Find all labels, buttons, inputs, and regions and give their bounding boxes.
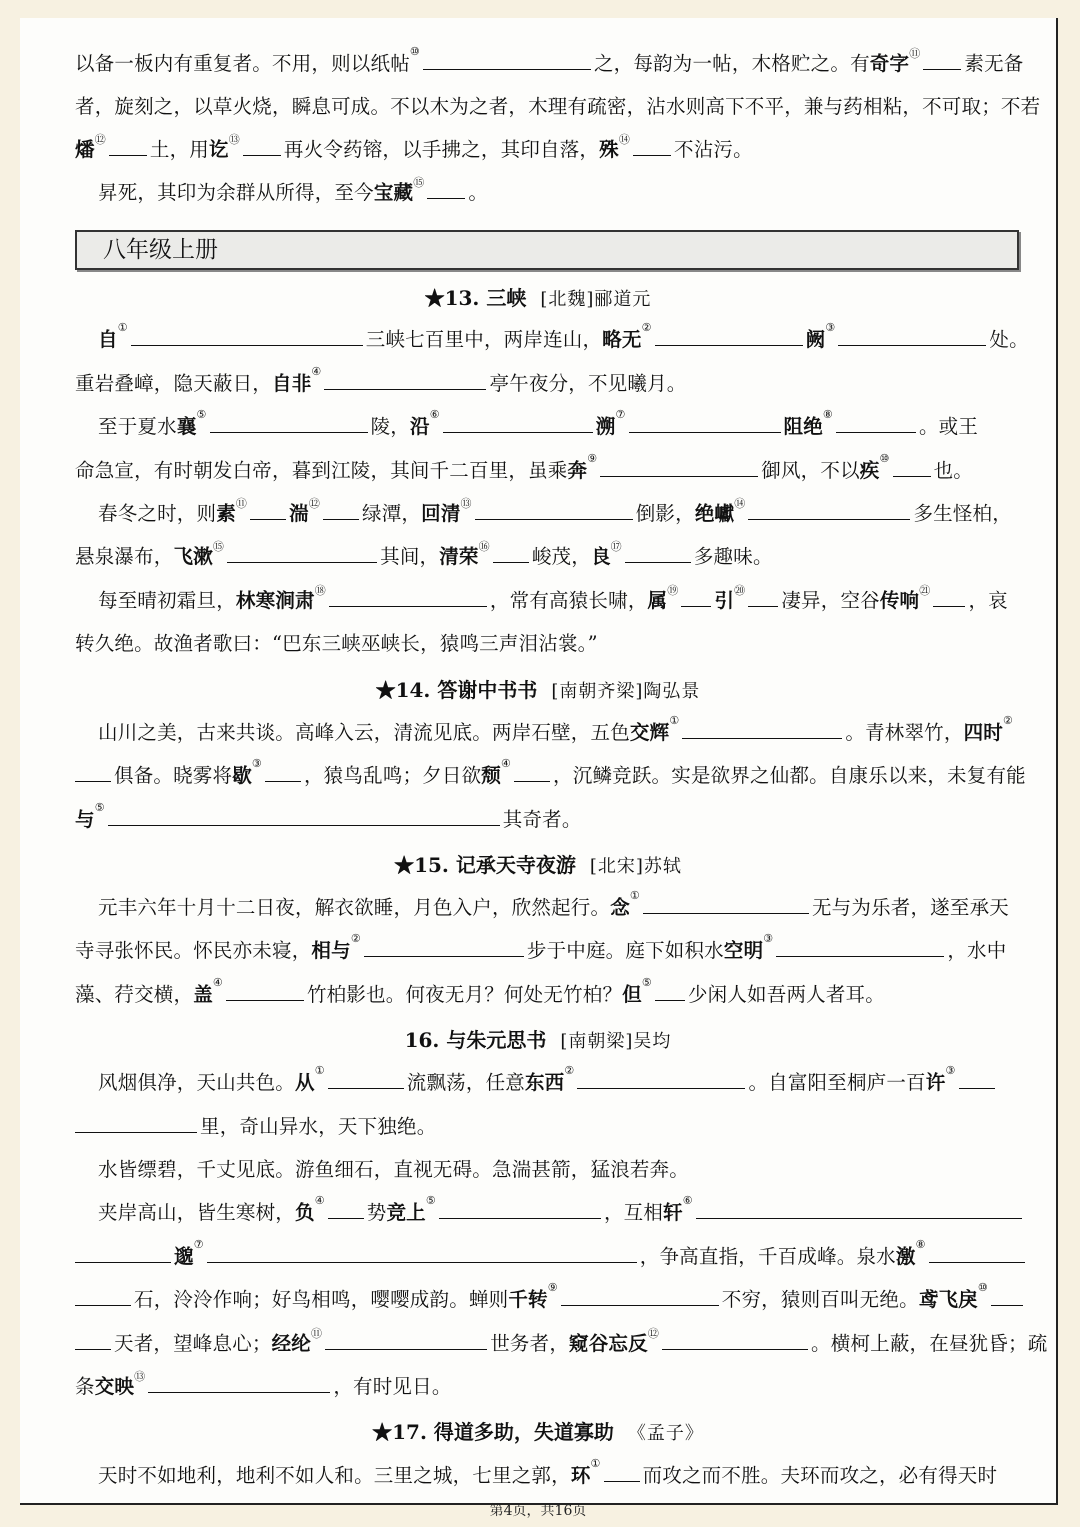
text-line: 自①三峡七百里中，两岸连山，略无②阙③处。 bbox=[98, 321, 1029, 351]
answer-blank[interactable] bbox=[226, 982, 304, 1001]
answer-blank[interactable] bbox=[323, 501, 359, 520]
answer-blank[interactable] bbox=[923, 51, 961, 70]
answer-blank[interactable] bbox=[329, 588, 487, 607]
answer-blank[interactable] bbox=[629, 414, 781, 433]
answer-blank[interactable] bbox=[443, 414, 593, 433]
answer-blank[interactable] bbox=[681, 588, 711, 607]
answer-blank[interactable] bbox=[328, 1200, 364, 1219]
text-line: 天者，望峰息心；经纶⑪ 世务者，窥谷忘反⑫ 。横柯上蔽，在昼犹昏；疏 bbox=[75, 1328, 1006, 1356]
answer-blank[interactable] bbox=[207, 1244, 637, 1263]
answer-blank[interactable] bbox=[682, 720, 842, 739]
answer-blank[interactable] bbox=[655, 982, 685, 1001]
answer-blank[interactable] bbox=[696, 1200, 1022, 1219]
text-line: 藻、荇交横，盖④竹柏影也。何夜无月？何处无竹柏？但⑤少闲人如吾两人者耳。 bbox=[75, 976, 885, 1006]
answer-blank[interactable] bbox=[265, 763, 301, 782]
text-line: 重岩叠嶂，隐天蔽日，自非④亭午夜分，不见曦月。 bbox=[75, 365, 687, 395]
text-line: 俱备。晓雾将歇③，猿鸟乱鸣；夕日欲颓④，沉鳞竞跃。实是欲界之仙都。自康乐以来，未复有能 bbox=[75, 760, 1006, 788]
answer-blank[interactable] bbox=[250, 501, 286, 520]
answer-blank[interactable] bbox=[423, 51, 591, 70]
answer-blank[interactable] bbox=[427, 180, 465, 199]
answer-blank[interactable] bbox=[748, 501, 910, 520]
text-line: 山川之美，古来共谈。高峰入云，清流见底。两岸石壁，五色交辉①。青林翠竹，四时② bbox=[98, 714, 1014, 744]
answer-blank[interactable] bbox=[75, 1331, 111, 1350]
worksheet-page bbox=[20, 18, 1058, 1519]
answer-blank[interactable] bbox=[75, 763, 111, 782]
text-line: 燔⑫ 土，用讫⑬ 再火令药镕，以手拂之，其印自落，殊⑭ 不沾污。 bbox=[75, 133, 753, 161]
answer-blank[interactable] bbox=[227, 544, 377, 563]
answer-blank[interactable] bbox=[662, 1331, 808, 1350]
answer-blank[interactable] bbox=[959, 1070, 995, 1089]
answer-blank[interactable] bbox=[148, 1374, 330, 1393]
answer-blank[interactable] bbox=[838, 327, 986, 346]
answer-blank[interactable] bbox=[210, 414, 368, 433]
text-title: ★13. 三峡 [北魏]郦道元 bbox=[424, 286, 652, 310]
answer-blank[interactable] bbox=[243, 137, 281, 156]
answer-blank[interactable] bbox=[108, 807, 500, 826]
answer-blank[interactable] bbox=[625, 544, 691, 563]
text-line: 里，奇山异水，天下独绝。 bbox=[75, 1111, 1006, 1139]
answer-blank[interactable] bbox=[131, 327, 363, 346]
answer-blank[interactable] bbox=[893, 458, 931, 477]
answer-blank[interactable] bbox=[600, 458, 758, 477]
text-title: 16. 与朱元思书 [南朝梁]吴均 bbox=[404, 1028, 672, 1052]
text-line: 命急宣，有时朝发白帝，暮到江陵，其间千二百里，虽乘奔⑨御风，不以疾⑩也。 bbox=[75, 452, 973, 482]
answer-blank[interactable] bbox=[328, 1070, 404, 1089]
text-line: 昇死，其印为余群从所得，至今宝藏⑮ 。 bbox=[98, 176, 489, 204]
text-line: 者，旋刻之，以草火烧，瞬息可成。不以木为之者，木理有疏密，沾水则高下不平，兼与药相粘，不可取；不若 bbox=[75, 95, 1041, 118]
answer-blank[interactable] bbox=[577, 1070, 745, 1089]
answer-blank[interactable] bbox=[439, 1200, 601, 1219]
text-title: ★14. 答谢中书书 [南朝齐梁]陶弘景 bbox=[375, 678, 701, 702]
answer-blank[interactable] bbox=[776, 938, 944, 957]
answer-blank[interactable] bbox=[75, 1114, 197, 1133]
answer-blank[interactable] bbox=[75, 1287, 131, 1306]
text-line: 春冬之时，则素⑪ 湍⑫ 绿潭，回清⑬ 倒影，绝巘⑭ 多生怪柏， bbox=[98, 497, 1012, 525]
text-line: 水皆缥碧，千丈见底。游鱼细石，直视无碍。急湍甚箭，猛浪若奔。 bbox=[98, 1158, 690, 1181]
text-line: 转久绝。故渔者歌曰：“巴东三峡巫峡长，猿鸣三声泪沾裳。” bbox=[75, 632, 598, 655]
text-line: 夹岸高山，皆生寒树，负④势竞上⑤，互相轩⑥ bbox=[98, 1197, 1006, 1225]
answer-blank[interactable] bbox=[933, 588, 965, 607]
answer-blank[interactable] bbox=[325, 1331, 487, 1350]
answer-blank[interactable] bbox=[514, 763, 550, 782]
answer-blank[interactable] bbox=[929, 1244, 1025, 1263]
answer-blank[interactable] bbox=[991, 1287, 1023, 1306]
text-line: 石，泠泠作响；好鸟相鸣，嘤嘤成韵。蝉则千转⑨不穷，猿则百叫无绝。鸢飞戾⑩ bbox=[75, 1284, 1006, 1312]
answer-blank[interactable] bbox=[324, 371, 486, 390]
text-line: 风烟俱净，天山共色。从①流飘荡，任意东西②。自富阳至桐庐一百许③ bbox=[98, 1067, 1006, 1095]
text-line: 悬泉瀑布，飞漱⑮ 其间，清荣⑯ 峻茂，良⑰ 多趣味。 bbox=[75, 540, 773, 568]
answer-blank[interactable] bbox=[493, 544, 529, 563]
answer-blank[interactable] bbox=[836, 414, 916, 433]
answer-blank[interactable] bbox=[561, 1287, 719, 1306]
answer-blank[interactable] bbox=[475, 501, 633, 520]
text-line: 每至晴初霜旦，林寒涧肃⑱ ，常有高猿长啸，属⑲ 引⑳ 凄异，空谷传响$^㉑$ ，哀 bbox=[98, 584, 1008, 612]
answer-blank[interactable] bbox=[109, 137, 147, 156]
answer-blank[interactable] bbox=[604, 1463, 640, 1482]
answer-blank[interactable] bbox=[748, 588, 778, 607]
page-footer: 第4页，共16页 bbox=[489, 1503, 587, 1519]
answer-blank[interactable] bbox=[643, 895, 809, 914]
answer-blank[interactable] bbox=[75, 1244, 171, 1263]
text-line: 邈⑦，争高直指，千百成峰。泉水激⑧ bbox=[75, 1241, 1006, 1269]
text-title: ★17. 得道多助，失道寡助 《孟子》 bbox=[372, 1420, 704, 1444]
text-line: 天时不如地利，地利不如人和。三里之城，七里之郭，环①而攻之而不胜。夫环而攻之，必有得天时 bbox=[98, 1457, 998, 1487]
answer-blank[interactable] bbox=[633, 137, 671, 156]
answer-blank[interactable] bbox=[655, 327, 803, 346]
text-line: 寺寻张怀民。怀民亦未寝，相与②步于中庭。庭下如积水空明③，水中 bbox=[75, 932, 1007, 962]
text-line: 以备一板内有重复者。不用，则以纸帖⑩之，每韵为一帖，木格贮之。有奇字⑪ 素无备 bbox=[75, 45, 1024, 75]
text-line: 条交映⑬ ，有时见日。 bbox=[75, 1370, 452, 1398]
answer-blank[interactable] bbox=[364, 938, 524, 957]
text-title: ★15. 记承天寺夜游 [北宋]苏轼 bbox=[394, 853, 682, 877]
section-header: 八年级上册 bbox=[75, 230, 1019, 270]
text-line: 元丰六年十月十二日夜，解衣欲睡，月色入户，欣然起行。念①无与为乐者，遂至承天 bbox=[98, 889, 1009, 919]
text-line: 与⑤其奇者。 bbox=[75, 801, 582, 831]
text-line: 至于夏水襄⑤陵，沿⑥溯⑦阻绝⑧。或王 bbox=[98, 408, 979, 438]
